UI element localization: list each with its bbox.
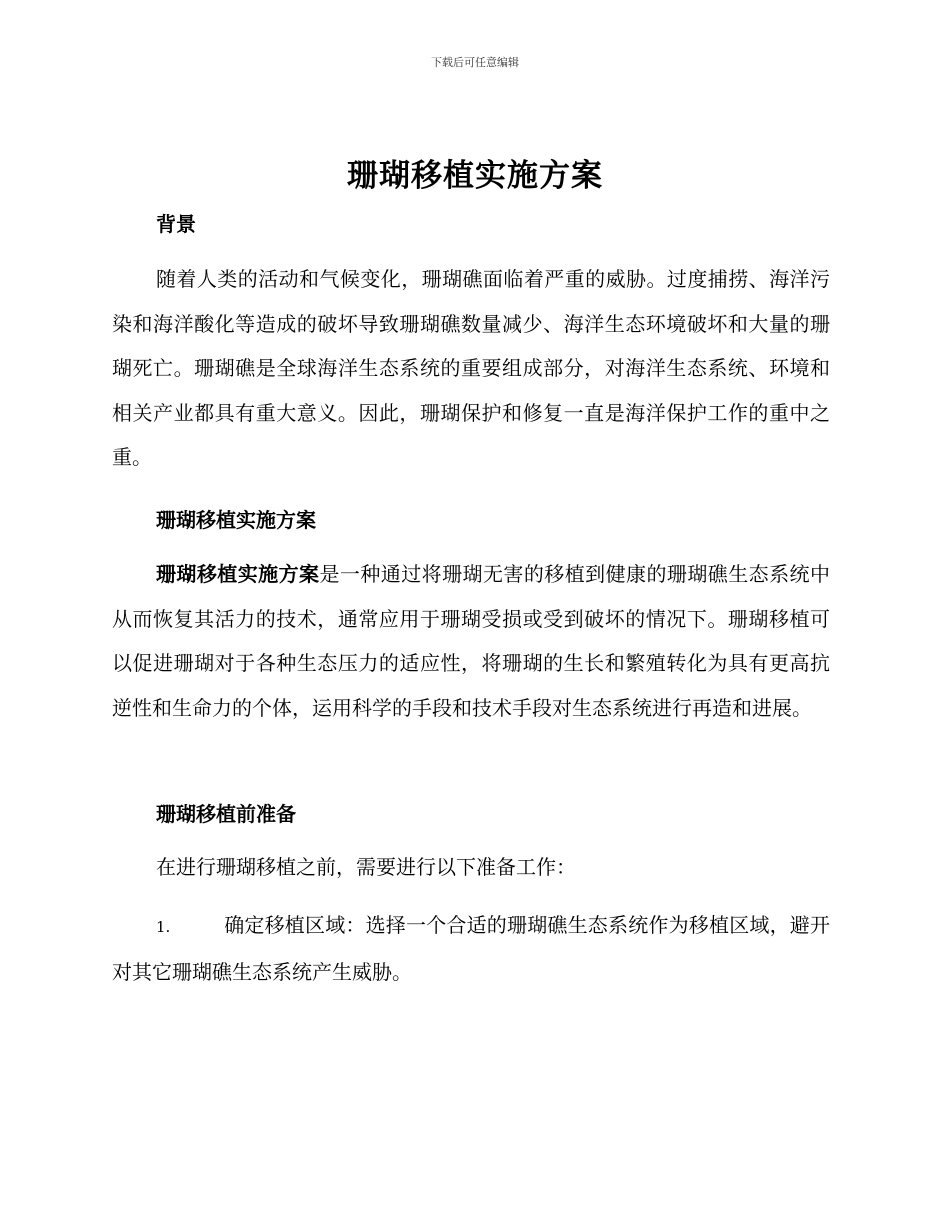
plan-lead-term: 珊瑚移植实施方案 <box>156 562 320 586</box>
paragraph-background: 随着人类的活动和气候变化，珊瑚礁面临着严重的威胁。过度捕捞、海洋污染和海洋酸化等造成的破坏导致珊瑚礁数量减少、海洋生态环境破坏和大量的珊瑚死亡。珊瑚礁是全球海洋生态系统的重要组成部分，对海洋生态系统、环境和相关产业都具有重大意义。因此，珊瑚保护和修复一直是海洋保护工作的重中之重。 <box>112 267 830 469</box>
paragraph-plan <box>112 552 830 730</box>
heading-prep: 珊瑚移植前准备 <box>156 802 296 826</box>
document-title: 珊瑚移植实施方案 <box>347 158 603 194</box>
paragraph-prep-intro: 在进行珊瑚移植之前，需要进行以下准备工作： <box>156 855 576 879</box>
header-note: 下载后可任意编辑 <box>431 56 519 69</box>
list-item <box>112 903 830 994</box>
plan-text: 是一种通过将珊瑚无害的移植到健康的珊瑚礁生态系统中从而恢复其活力的技术，通常应用于珊瑚受损或受到破坏的情况下。珊瑚移植可以促进珊瑚对于各种生态压力的适应性，将珊瑚的生长和繁殖转化为具有更高抗逆性和生命力的个体，运用科学的手段和技术手段对生态系统进行再造和进展。 <box>112 562 830 720</box>
list-item-number: 1. <box>156 918 171 936</box>
list-item-text: 确定移植区域：选择一个合适的珊瑚礁生态系统作为移植区域，避开对其它珊瑚礁生态系统产生威胁。 <box>112 913 830 984</box>
heading-plan: 珊瑚移植实施方案 <box>156 508 316 532</box>
heading-background: 背景 <box>156 212 196 236</box>
